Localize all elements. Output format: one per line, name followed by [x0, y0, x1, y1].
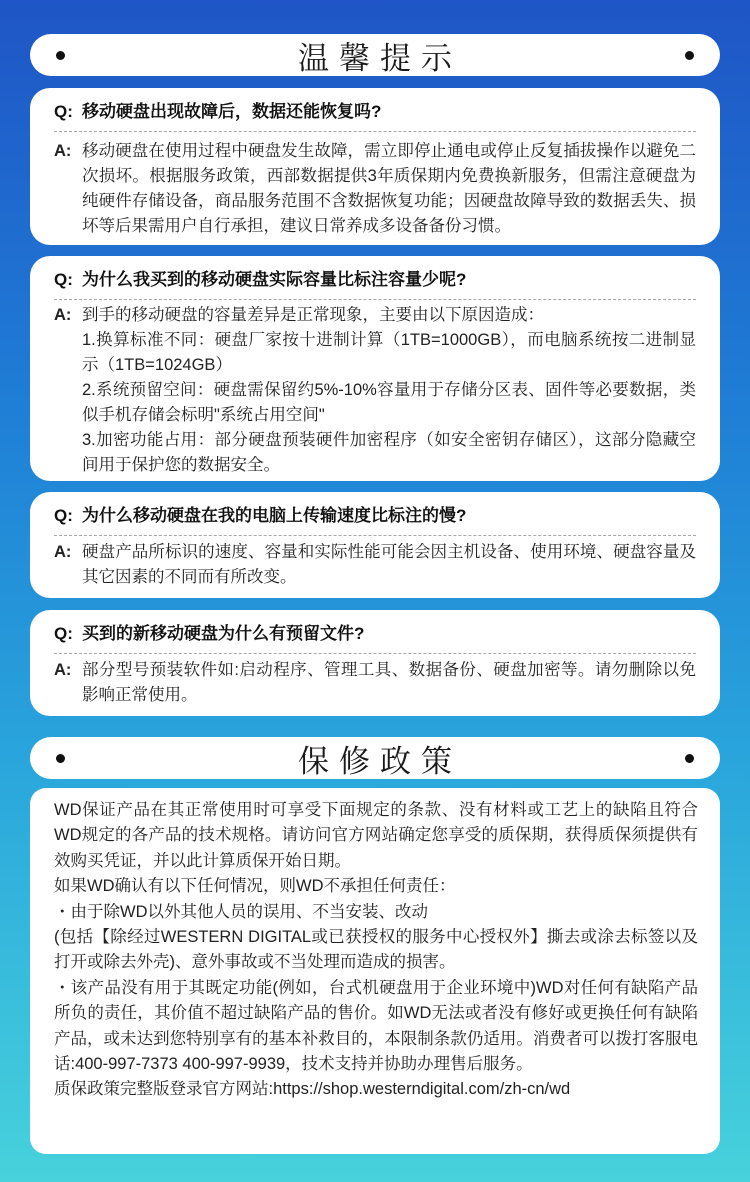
bullet-dot-icon: [56, 754, 65, 763]
bullet-dot-icon: [685, 51, 694, 60]
q-tag: Q:: [54, 506, 73, 525]
q-tag: Q:: [54, 102, 73, 121]
warranty-paragraph: WD保证产品在其正常使用时可享受下面规定的条款、没有材料或工艺上的缺陷且符合WD规定的各产品的技术规格。请访问官方网站确定您享受的质保期，获得质保须提供有效购买凭证，并以此计算质保开始日期。: [54, 801, 698, 870]
divider: [54, 535, 696, 536]
faq-card-2: [30, 256, 720, 481]
faq-card-1: [30, 88, 720, 245]
faq-answer: [54, 540, 696, 590]
answer-text: 硬盘产品所标识的速度、容量和实际性能可能会因主机设备、使用环境、硬盘容量及其它因素的不同而有所改变。: [82, 543, 696, 586]
a-tag: A:: [54, 142, 72, 160]
faq-question: [54, 100, 696, 124]
answer-text: 移动硬盘在使用过程中硬盘发生故障，需立即停止通电或停止反复插拔操作以避免二次损坏。根据服务政策，西部数据提供3年质保期内免费换新服务，但需注意硬盘为纯硬件存储设备，商品服务范围不含数据恢复功能；因硬盘故障导致的数据丢失、损坏等后果需用户自行承担，建议日常养成多设备备份习惯。: [82, 142, 696, 235]
warranty-title: 保修政策: [298, 743, 462, 779]
a-tag: A:: [54, 306, 72, 324]
q-tag: Q:: [54, 624, 73, 643]
tips-banner: [30, 34, 720, 76]
warranty-banner: [30, 737, 720, 779]
divider: [54, 131, 696, 132]
question-text: 移动硬盘出现故障后，数据还能恢复吗?: [82, 102, 382, 121]
warranty-paragraph: ・由于除WD以外其他人员的误用、不当安装、改动: [54, 902, 428, 921]
faq-card-3: [30, 492, 720, 598]
warranty-paragraph: (包括【除经过WESTERN DIGITAL或已获授权的服务中心授权外】撕去或涂去标签以及打开或除去外壳)、意外事故或不当处理而造成的损害。: [54, 928, 698, 972]
question-text: 为什么移动硬盘在我的电脑上传输速度比标注的慢?: [82, 506, 467, 525]
faq-question: [54, 504, 696, 528]
faq-answer: [54, 303, 696, 478]
bullet-dot-icon: [685, 754, 694, 763]
faq-answer: [54, 139, 696, 239]
bullet-dot-icon: [56, 51, 65, 60]
warranty-paragraph: 如果WD确认有以下任何情况，则WD不承担任何责任：: [54, 877, 456, 896]
divider: [54, 653, 696, 654]
a-tag: A:: [54, 543, 72, 561]
question-text: 为什么我买到的移动硬盘实际容量比标注容量少呢?: [82, 270, 467, 289]
faq-question: [54, 622, 696, 646]
tips-title: 温馨提示: [298, 40, 462, 76]
warranty-paragraph: ・该产品没有用于其既定功能(例如，台式机硬盘用于企业环境中)WD对任何有缺陷产品所负的责任，其价值不超过缺陷产品的售价。如WD无法或者没有修好或更换任何有缺陷产品，或未达到您特别享有的基本补救目的，本限制条款仍适用。消费者可以拨打客服电话:400-997-7373 400-997-9939，技术支持并协助办理售后服务。: [54, 978, 698, 1074]
q-tag: Q:: [54, 270, 73, 289]
answer-line: 2.系统预留空间：硬盘需保留约5%-10%容量用于存储分区表、固件等必要数据，类似手机存储会标明"系统占用空间": [82, 381, 696, 424]
warranty-card: [30, 788, 720, 1154]
warranty-url-line: 质保政策完整版登录官方网站:https://shop.westerndigital.com/zh-cn/wd: [54, 1080, 571, 1099]
answer-text: 部分型号预装软件如:启动程序、管理工具、数据备份、硬盘加密等。请勿删除以免影响正常使用。: [82, 661, 696, 704]
faq-answer: [54, 658, 696, 708]
answer-line: 3.加密功能占用：部分硬盘预装硬件加密程序（如安全密钥存储区），这部分隐藏空间用于保护您的数据安全。: [82, 431, 696, 474]
divider: [54, 299, 696, 300]
a-tag: A:: [54, 661, 72, 679]
faq-question: [54, 268, 696, 292]
faq-card-4: [30, 610, 720, 716]
answer-line: 1.换算标准不同：硬盘厂家按十进制计算（1TB=1000GB），而电脑系统按二进制显示（1TB=1024GB）: [82, 331, 696, 374]
answer-line: 到手的移动硬盘的容量差异是正常现象，主要由以下原因造成：: [82, 306, 544, 324]
question-text: 买到的新移动硬盘为什么有预留文件?: [82, 624, 365, 643]
